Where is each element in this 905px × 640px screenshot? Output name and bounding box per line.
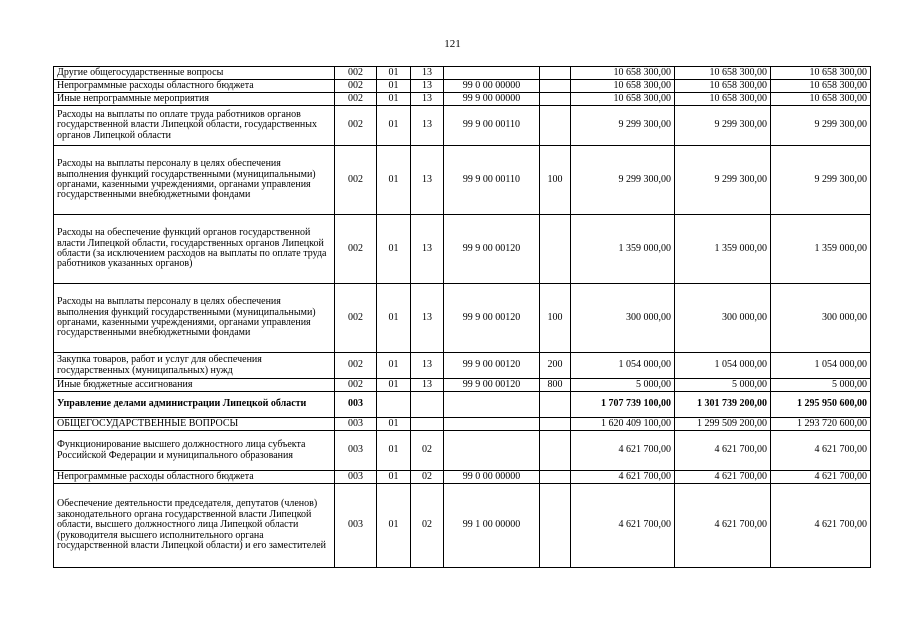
cell-sum-3: 300 000,00 [771, 284, 871, 353]
table-row [54, 353, 871, 379]
cell-pr: 13 [411, 106, 444, 146]
cell-sum-3: 4 621 700,00 [771, 431, 871, 471]
cell-ved: 002 [335, 67, 377, 80]
cell-vr [540, 215, 571, 284]
table-row [54, 431, 871, 471]
cell-name: Расходы на обеспечение функций органов государственной власти Липецкой области, государственных органов Липецкой области (за исключением расходов на выплаты по оплате труда работников указанных органов) [54, 215, 335, 284]
cell-sum-1: 4 621 700,00 [571, 431, 675, 471]
cell-csr: 99 0 00 00000 [444, 80, 540, 93]
cell-sum-1: 1 620 409 100,00 [571, 418, 675, 431]
table-row [54, 379, 871, 392]
cell-sum-2: 10 658 300,00 [675, 93, 771, 106]
cell-vr [540, 392, 571, 418]
cell-csr: 99 1 00 00000 [444, 484, 540, 568]
cell-sum-2: 1 301 739 200,00 [675, 392, 771, 418]
cell-vr [540, 106, 571, 146]
cell-name: Функционирование высшего должностного лица субъекта Российской Федерации и муниципального образования [54, 431, 335, 471]
cell-csr [444, 392, 540, 418]
cell-name: Иные непрограммные мероприятия [54, 93, 335, 106]
cell-csr: 99 9 00 00120 [444, 215, 540, 284]
cell-pr: 13 [411, 284, 444, 353]
cell-rz: 01 [377, 67, 411, 80]
cell-sum-1: 10 658 300,00 [571, 67, 675, 80]
cell-sum-3: 9 299 300,00 [771, 146, 871, 215]
cell-ved: 002 [335, 106, 377, 146]
cell-vr [540, 93, 571, 106]
cell-name: Закупка товаров, работ и услуг для обеспечения государственных (муниципальных) нужд [54, 353, 335, 379]
cell-rz: 01 [377, 431, 411, 471]
cell-ved: 002 [335, 284, 377, 353]
cell-csr [444, 418, 540, 431]
cell-pr: 13 [411, 215, 444, 284]
cell-sum-2: 1 359 000,00 [675, 215, 771, 284]
table-row [54, 392, 871, 418]
cell-ved: 002 [335, 215, 377, 284]
cell-pr [411, 392, 444, 418]
cell-sum-2: 300 000,00 [675, 284, 771, 353]
cell-sum-2: 9 299 300,00 [675, 106, 771, 146]
cell-csr: 99 9 00 00110 [444, 106, 540, 146]
cell-pr: 13 [411, 67, 444, 80]
cell-rz: 01 [377, 146, 411, 215]
cell-vr [540, 471, 571, 484]
cell-vr [540, 80, 571, 93]
cell-vr: 800 [540, 379, 571, 392]
cell-rz: 01 [377, 379, 411, 392]
cell-ved: 002 [335, 379, 377, 392]
cell-ved: 002 [335, 80, 377, 93]
cell-rz: 01 [377, 484, 411, 568]
cell-ved: 003 [335, 418, 377, 431]
cell-pr: 13 [411, 80, 444, 93]
cell-rz: 01 [377, 284, 411, 353]
cell-sum-1: 5 000,00 [571, 379, 675, 392]
cell-rz: 01 [377, 80, 411, 93]
cell-pr: 13 [411, 146, 444, 215]
cell-vr [540, 67, 571, 80]
cell-sum-3: 10 658 300,00 [771, 80, 871, 93]
cell-vr: 100 [540, 146, 571, 215]
cell-csr: 99 9 00 00120 [444, 379, 540, 392]
cell-sum-2: 1 054 000,00 [675, 353, 771, 379]
table-row [54, 471, 871, 484]
cell-vr [540, 431, 571, 471]
cell-vr: 100 [540, 284, 571, 353]
cell-csr [444, 67, 540, 80]
cell-name: Обеспечение деятельности председателя, депутатов (членов) законодательного органа государственной власти Липецкой области, высшего должностного лица Липецкой области (руководителя высшего исполнительного органа государственной власти Липецкой области) и его заместителей [54, 484, 335, 568]
cell-sum-2: 1 299 509 200,00 [675, 418, 771, 431]
cell-rz: 01 [377, 471, 411, 484]
cell-pr: 13 [411, 93, 444, 106]
cell-sum-2: 5 000,00 [675, 379, 771, 392]
cell-csr: 99 0 00 00000 [444, 471, 540, 484]
cell-csr: 99 9 00 00000 [444, 93, 540, 106]
cell-pr: 02 [411, 471, 444, 484]
cell-sum-1: 4 621 700,00 [571, 484, 675, 568]
cell-rz: 01 [377, 106, 411, 146]
cell-ved: 003 [335, 431, 377, 471]
table-row [54, 215, 871, 284]
cell-vr [540, 484, 571, 568]
cell-sum-2: 10 658 300,00 [675, 80, 771, 93]
cell-sum-1: 4 621 700,00 [571, 471, 675, 484]
cell-name: Иные бюджетные ассигнования [54, 379, 335, 392]
page-number: 121 [444, 38, 461, 50]
table-row [54, 67, 871, 80]
cell-name: Расходы на выплаты по оплате труда работников органов государственной власти Липецкой области, государственных органов Липецкой области [54, 106, 335, 146]
cell-sum-2: 9 299 300,00 [675, 146, 771, 215]
cell-pr: 13 [411, 379, 444, 392]
cell-pr [411, 418, 444, 431]
cell-sum-3: 1 293 720 600,00 [771, 418, 871, 431]
cell-sum-1: 1 359 000,00 [571, 215, 675, 284]
cell-rz: 01 [377, 353, 411, 379]
cell-sum-2: 4 621 700,00 [675, 484, 771, 568]
table-row [54, 106, 871, 146]
cell-vr: 200 [540, 353, 571, 379]
cell-sum-3: 4 621 700,00 [771, 484, 871, 568]
cell-pr: 02 [411, 484, 444, 568]
cell-sum-3: 1 359 000,00 [771, 215, 871, 284]
cell-rz: 01 [377, 215, 411, 284]
cell-sum-3: 9 299 300,00 [771, 106, 871, 146]
cell-name: Непрограммные расходы областного бюджета [54, 80, 335, 93]
cell-name: Непрограммные расходы областного бюджета [54, 471, 335, 484]
cell-rz: 01 [377, 418, 411, 431]
cell-rz: 01 [377, 93, 411, 106]
table-row [54, 93, 871, 106]
cell-ved: 003 [335, 471, 377, 484]
cell-ved: 003 [335, 392, 377, 418]
cell-ved: 002 [335, 146, 377, 215]
cell-name: Управление делами администрации Липецкой области [54, 392, 335, 418]
cell-sum-3: 4 621 700,00 [771, 471, 871, 484]
cell-sum-2: 4 621 700,00 [675, 431, 771, 471]
table-row [54, 80, 871, 93]
cell-sum-3: 1 295 950 600,00 [771, 392, 871, 418]
cell-sum-2: 4 621 700,00 [675, 471, 771, 484]
table-row [54, 146, 871, 215]
budget-table [53, 66, 871, 568]
cell-sum-3: 5 000,00 [771, 379, 871, 392]
cell-sum-1: 300 000,00 [571, 284, 675, 353]
cell-csr [444, 431, 540, 471]
cell-sum-2: 10 658 300,00 [675, 67, 771, 80]
cell-sum-1: 10 658 300,00 [571, 80, 675, 93]
cell-sum-1: 1 707 739 100,00 [571, 392, 675, 418]
cell-ved: 002 [335, 353, 377, 379]
cell-sum-3: 10 658 300,00 [771, 67, 871, 80]
cell-ved: 002 [335, 93, 377, 106]
cell-name: ОБЩЕГОСУДАРСТВЕННЫЕ ВОПРОСЫ [54, 418, 335, 431]
cell-csr: 99 9 00 00120 [444, 284, 540, 353]
cell-pr: 13 [411, 353, 444, 379]
cell-sum-3: 10 658 300,00 [771, 93, 871, 106]
cell-csr: 99 9 00 00120 [444, 353, 540, 379]
cell-sum-3: 1 054 000,00 [771, 353, 871, 379]
cell-rz [377, 392, 411, 418]
table-row [54, 418, 871, 431]
cell-sum-1: 9 299 300,00 [571, 146, 675, 215]
cell-name: Другие общегосударственные вопросы [54, 67, 335, 80]
cell-name: Расходы на выплаты персоналу в целях обеспечения выполнения функций государственными (муниципальными) органами, казенными учреждениями, органами управления государственными внебюджетными фондами [54, 284, 335, 353]
cell-vr [540, 418, 571, 431]
cell-ved: 003 [335, 484, 377, 568]
cell-pr: 02 [411, 431, 444, 471]
cell-sum-1: 1 054 000,00 [571, 353, 675, 379]
cell-name: Расходы на выплаты персоналу в целях обеспечения выполнения функций государственными (муниципальными) органами, казенными учреждениями, органами управления государственными внебюджетными фондами [54, 146, 335, 215]
table-row [54, 284, 871, 353]
cell-csr: 99 9 00 00110 [444, 146, 540, 215]
table-row [54, 484, 871, 568]
cell-sum-1: 10 658 300,00 [571, 93, 675, 106]
cell-sum-1: 9 299 300,00 [571, 106, 675, 146]
